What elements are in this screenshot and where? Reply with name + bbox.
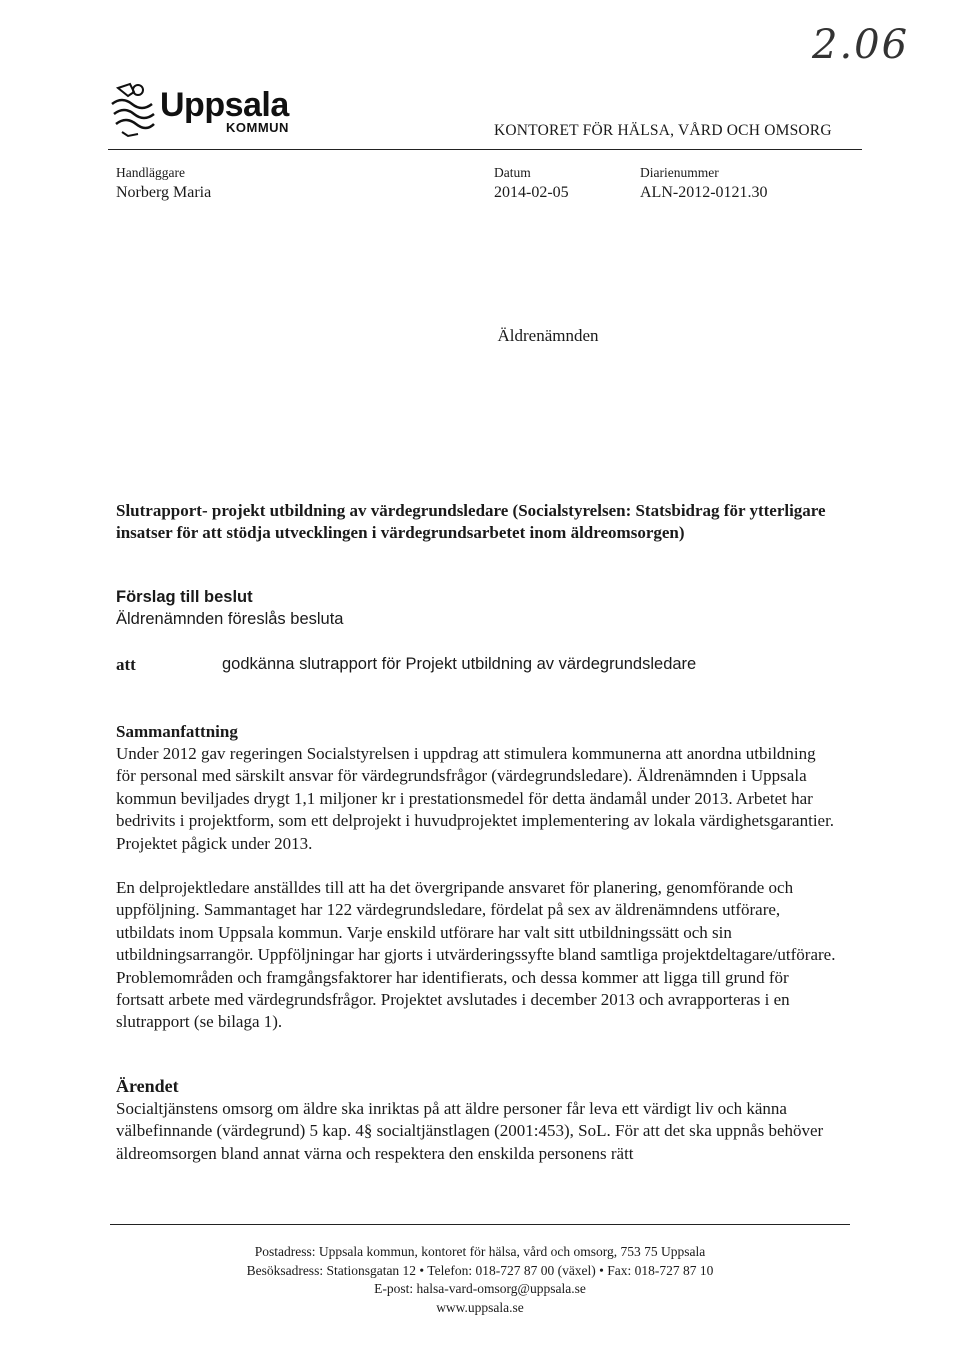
datum-value: 2014-02-05 bbox=[494, 184, 569, 201]
footer-visiting-address: Besöksadress: Stationsgatan 12 • Telefon: 018-727 87 00 (växel) • Fax: 018-727 87 10 bbox=[246, 1262, 714, 1278]
logo-name: Uppsala bbox=[160, 86, 289, 124]
document-title: Slutrapport- projekt utbildning av värdegrundsledare (Socialstyrelsen: Statsbidrag för ytterligare insatser för att stödja utvecklingen i värdegrundsarbetet inom äldreomsorgen) bbox=[116, 501, 826, 542]
logo-sub: KOMMUN bbox=[226, 120, 289, 135]
footer-divider bbox=[110, 1224, 850, 1225]
arendet-heading: Ärendet bbox=[116, 1076, 179, 1096]
office-name: KONTORET FÖR HÄLSA, VÅRD OCH OMSORG bbox=[494, 122, 832, 139]
arendet-paragraph-1: Socialtjänstens omsorg om äldre ska inriktas på att äldre personer får leva ett värdigt liv och känna välbefinnande (värdegrund) 5 kap. 4§ socialtjänstlagen (2001:453), SoL. För att det ska uppnås behöver äldreomsorgen bland annat värna och respektera den enskilda personens rätt bbox=[116, 1099, 824, 1163]
recipient: Äldrenämnden bbox=[497, 326, 599, 345]
crest-icon bbox=[108, 82, 158, 138]
att-label: att bbox=[116, 655, 136, 674]
datum-label: Datum bbox=[494, 165, 531, 180]
footer-email: E-post: halsa-vard-omsorg@uppsala.se bbox=[374, 1281, 586, 1296]
handlaggare-value: Norberg Maria bbox=[116, 184, 212, 201]
footer bbox=[110, 1243, 850, 1317]
handlaggare-label: Handläggare bbox=[116, 165, 185, 180]
uppsala-kommun-logo bbox=[108, 80, 298, 142]
proposal-heading: Förslag till beslut bbox=[116, 588, 253, 606]
summary-heading: Sammanfattning bbox=[116, 722, 238, 741]
summary-paragraph-1: Under 2012 gav regeringen Socialstyrelsen i uppdrag att stimulera kommunerna att anordna utbildning för personal med särskilt ansvar för värdegrundsfrågor (värdegrundsledare). Äldrenämnden i Uppsala kommun beviljades drygt 1,1 miljoner kr i prestationsmedel för detta ändamål under 2013. Arbetet har bedrivits i projektform, som ett delprojekt i huvudprojektet implementering av lokala värdighetsgarantier. Projektet pågick under 2013. bbox=[116, 744, 835, 853]
header-divider bbox=[108, 149, 862, 150]
summary-paragraph-2: En delprojektledare anställdes till att ha det övergripande ansvaret för planering, genomförande och uppföljning. Sammantaget har 122 värdegrundsledare, fördelat på sex av äldrenämndens utförare, utbildats inom Uppsala kommun. Varje enskild utförare har valt sitt utbildningssätt och sin utbildningsarrangör. Uppföljningar har gjorts i utvärderingssyfte bland samtliga projektdeltagare/utförare. Problemområden och framgångsfaktorer har identifierats, och dessa kommer att ligga till grund för fortsatt arbete med värdegrundsfrågor. Projektet avslutades i december 2013 och avrapporteras i en slutrapport (se bilaga 1). bbox=[116, 878, 836, 1032]
diarienummer-value: ALN-2012-0121.30 bbox=[640, 184, 768, 201]
footer-postal-address: Postadress: Uppsala kommun, kontoret för hälsa, vård och omsorg, 753 75 Uppsala bbox=[254, 1244, 706, 1259]
proposal-intro: Äldrenämnden föreslås besluta bbox=[116, 610, 344, 628]
att-text: godkänna slutrapport för Projekt utbildning av värdegrundsledare bbox=[222, 655, 697, 673]
footer-website: www.uppsala.se bbox=[436, 1299, 524, 1315]
diarienummer-label: Diarienummer bbox=[640, 165, 719, 180]
handwritten-note: 2.06 bbox=[812, 22, 910, 68]
